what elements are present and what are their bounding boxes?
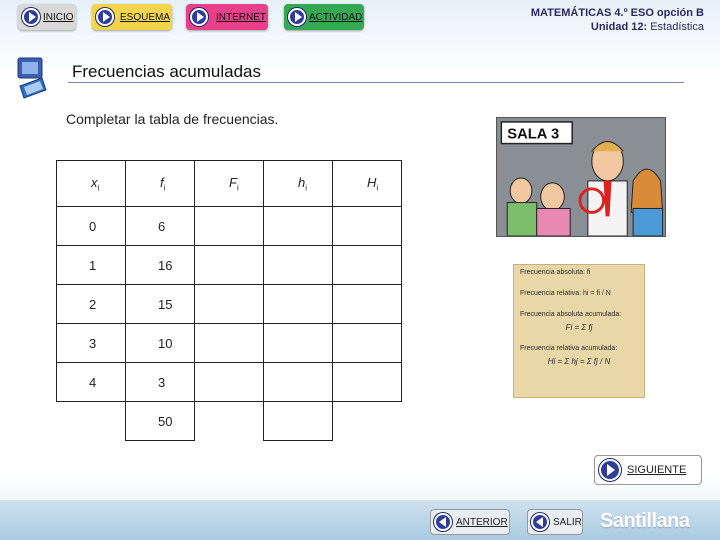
cell-x: 4 [57, 363, 126, 402]
cell-f: 3 [126, 363, 195, 402]
course-name: MATEMÁTICAS 4.º ESO opción B [530, 7, 704, 19]
cell-x: 3 [57, 324, 126, 363]
classroom-cartoon [496, 117, 666, 237]
cell-H-input[interactable] [333, 285, 402, 324]
header-Fi: $F_i$ [195, 161, 264, 207]
siguiente-label: SIGUIENTE [627, 464, 687, 476]
cell-x: 0 [57, 207, 126, 246]
course-title [531, 6, 704, 34]
instruction-text: Completar la tabla de frecuencias. [66, 111, 279, 127]
formula-abs: Frecuencia absoluta: fi [520, 269, 591, 276]
cell-f: 6 [126, 207, 195, 246]
total-spacer [333, 402, 402, 441]
santillana-logo: Santillana [600, 510, 690, 532]
internet-button[interactable] [186, 4, 268, 30]
header-fi: $f_i$ [126, 161, 195, 207]
formula-acc-rel-eq: Hi = Σ hj = Σ fj / N [547, 357, 611, 366]
cell-F-input[interactable] [195, 363, 264, 402]
esquema-label: ESQUEMA [120, 11, 171, 23]
cell-f: 10 [126, 324, 195, 363]
actividad-label: ACTIVIDAD [309, 11, 363, 23]
table-total-row [57, 402, 402, 441]
siguiente-button[interactable] [594, 455, 702, 485]
cell-h-input[interactable] [264, 285, 333, 324]
page-title: Frecuencias acumuladas [72, 62, 261, 81]
cell-F-input[interactable] [195, 246, 264, 285]
total-f: 50 [126, 402, 195, 441]
inicio-button[interactable] [18, 4, 76, 30]
play-icon [599, 459, 621, 481]
anterior-label: ANTERIOR [456, 516, 508, 528]
cell-H-input[interactable] [333, 324, 402, 363]
table-row [57, 207, 402, 246]
cell-H-input[interactable] [333, 363, 402, 402]
cell-F-input[interactable] [195, 207, 264, 246]
cell-h-input[interactable] [264, 324, 333, 363]
title-divider [68, 82, 684, 83]
total-h-input[interactable] [264, 402, 333, 441]
cell-f: 15 [126, 285, 195, 324]
anterior-button[interactable] [430, 509, 510, 535]
table-row [57, 324, 402, 363]
formula-card [513, 264, 645, 398]
cell-H-input[interactable] [333, 207, 402, 246]
cell-f: 16 [126, 246, 195, 285]
table-header-row [57, 161, 402, 207]
play-icon [22, 8, 40, 26]
total-spacer [57, 402, 126, 441]
cartoon-sign-text: SALA 3 [507, 126, 560, 143]
table-row [57, 363, 402, 402]
internet-label: INTERNET [216, 11, 266, 23]
formula-rel: Frecuencia relativa: hi = fi / N [520, 290, 611, 297]
play-icon [190, 8, 208, 26]
play-icon [288, 8, 306, 26]
esquema-button[interactable] [92, 4, 172, 30]
salir-button[interactable] [527, 509, 583, 535]
top-nav-bar [0, 0, 720, 40]
unit-line [531, 20, 704, 34]
cell-F-input[interactable] [195, 324, 264, 363]
table-row [57, 285, 402, 324]
total-spacer [195, 402, 264, 441]
header-hi: $h_i$ [264, 161, 333, 207]
pencil-notebook-icon [16, 56, 50, 100]
formula-acc-abs-eq: Fi = Σ fj [565, 323, 593, 332]
cell-H-input[interactable] [333, 246, 402, 285]
frequency-table [56, 160, 402, 441]
actividad-button[interactable] [284, 4, 364, 30]
cell-h-input[interactable] [264, 207, 333, 246]
cell-x: 1 [57, 246, 126, 285]
table-row [57, 246, 402, 285]
formula-acc-rel-label: Frecuencia relativa acumulada: [520, 345, 618, 352]
cell-h-input[interactable] [264, 363, 333, 402]
unit-name: Estadística [650, 21, 704, 33]
back-play-icon [434, 513, 452, 531]
header-Hi: $H_i$ [333, 161, 402, 207]
back-play-icon [531, 513, 549, 531]
cell-F-input[interactable] [195, 285, 264, 324]
inicio-label: INICIO [43, 11, 74, 23]
unit-label: Unidad 12: [590, 21, 648, 33]
play-icon [96, 8, 114, 26]
salir-label: SALIR [553, 516, 582, 528]
cell-h-input[interactable] [264, 246, 333, 285]
header-xi: $x_i$ [57, 161, 126, 207]
cell-x: 2 [57, 285, 126, 324]
formula-acc-abs-label: Frecuencia absoluta acumulada: [520, 311, 622, 318]
